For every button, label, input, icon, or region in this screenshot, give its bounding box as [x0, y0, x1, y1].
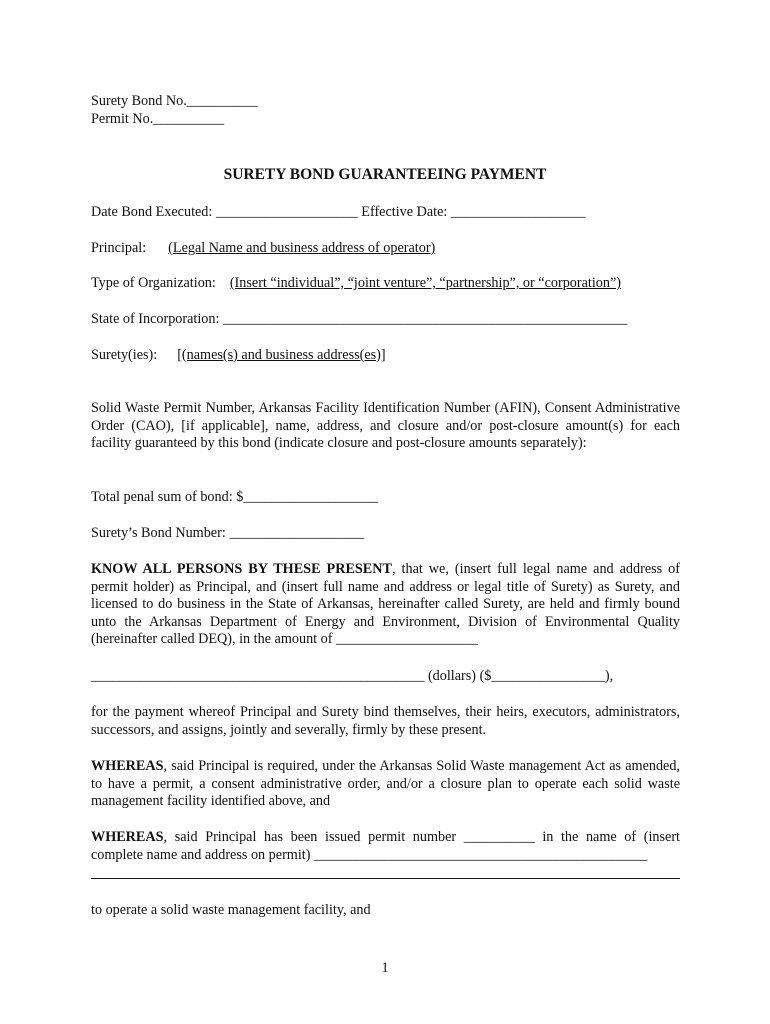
- principal-line: [91, 240, 680, 258]
- whereas-required-paragraph: [91, 758, 680, 811]
- payment-paragraph: for the payment whereof Principal and Surety bind themselves, their heirs, executors, administrators, successors, and assigns, jointly and severally, firmly by these present.: [91, 704, 680, 738]
- blank-address-line: [91, 878, 680, 879]
- principal-value: (Legal Name and business address of operator): [168, 240, 436, 256]
- date-executed-line: Date Bond Executed: ____________________ Effective Date: ___________________: [91, 204, 586, 220]
- whereas-issued-paragraph: [91, 829, 680, 864]
- surety-bond-no: Surety Bond No.__________: [91, 93, 258, 109]
- know-all-heading: KNOW ALL PERSONS BY THESE PRESENT: [91, 561, 392, 577]
- bond-number-line: Surety’s Bond Number: ___________________: [91, 525, 365, 541]
- incorporation-line: State of Incorporation: _________________________________________________________: [91, 311, 628, 327]
- surety-label: Surety(ies):: [91, 347, 158, 363]
- operate-line: to operate a solid waste management facility, and: [91, 902, 371, 918]
- penal-sum-line: Total penal sum of bond: $___________________: [91, 489, 379, 505]
- principal-label: Principal:: [91, 240, 147, 256]
- organization-line: [91, 275, 680, 293]
- whereas-text-1: , said Principal is required, under the Arkansas Solid Waste management Act as amended, to have a permit, a consent administrative order, and/or a closure plan to operate each solid waste management facility identified above, and: [91, 758, 680, 810]
- organization-value: (Insert “individual”, “joint venture”, “partnership”, or “corporation”): [229, 275, 622, 291]
- surety-value: [(names(s) and business address(es)]: [177, 347, 386, 363]
- whereas-text-2: , said Principal has been issued permit number __________ in the name of (insert complete name and address on permit) _______________________________________________: [91, 829, 680, 863]
- whereas-heading-1: WHEREAS: [91, 758, 164, 774]
- dollars-line: _______________________________________________ (dollars) ($________________),: [91, 668, 614, 684]
- document-title: SURETY BOND GUARANTEEING PAYMENT: [223, 166, 547, 183]
- know-all-text: , that we, (insert full legal name and address of permit holder) as Principal, and (insert full name and address or legal title of Surety) as Surety, and licensed to do business in the State of Arkansas, hereinafter called Surety, are held and firmly bound unto the Arkansas Department of Energy and Environment, Division of Environmental Quality (hereinafter called DEQ), in the amount of ____________________: [91, 561, 680, 648]
- page-number: 1: [381, 960, 389, 976]
- permit-no: Permit No.__________: [91, 111, 225, 127]
- permit-info-paragraph: Solid Waste Permit Number, Arkansas Facility Identification Number (AFIN), Consent Administrative Order (CAO), [if applicable], name, address, and closure and/or post-closure amount(s) for each facility guaranteed by this bond (indicate closure and post-closure amounts separately):: [91, 400, 680, 452]
- know-all-paragraph: [91, 561, 680, 649]
- surety-line: [91, 347, 680, 365]
- organization-label: Type of Organization:: [91, 275, 216, 291]
- whereas-heading-2: WHEREAS: [91, 829, 164, 845]
